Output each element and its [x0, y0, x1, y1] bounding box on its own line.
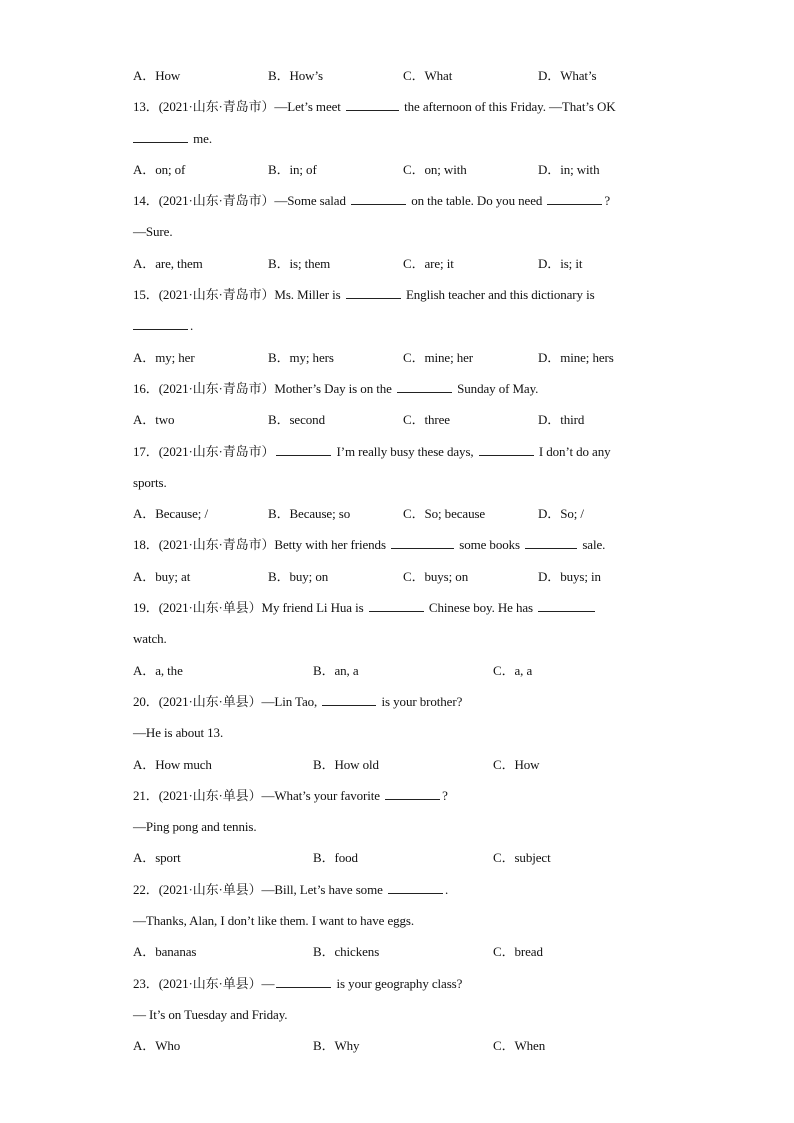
q15-text-3: . [190, 318, 194, 334]
q23-text-1: 23．(2021·山东·单县）— [133, 975, 275, 991]
q13-text-1: 13．(2021·山东·青岛市）—Let’s meet [133, 99, 341, 115]
q13-options [133, 154, 673, 185]
option-c: C．So; because [403, 506, 486, 522]
q19-text-2: Chinese boy. He has [428, 600, 534, 616]
q16-text-1: 16．(2021·山东·青岛市）Mother’s Day is on the [133, 380, 392, 396]
q17-stem [133, 436, 673, 467]
q13-text-3: me. [193, 130, 212, 146]
q18-options [133, 561, 673, 592]
q17-text-3: I don’t do any [538, 443, 611, 459]
q23-text-2: is your geography class? [336, 975, 463, 991]
q14-text-2: on the table. Do you need [411, 193, 543, 209]
option-a: A．Who [133, 1038, 181, 1054]
q23-options [133, 1030, 673, 1061]
option-c: C．bread [493, 944, 543, 960]
q23-stem [133, 968, 673, 999]
option-c: C．mine; her [403, 349, 474, 365]
option-a: A．on; of [133, 161, 186, 177]
option-d: D．What’s [538, 68, 597, 83]
option-a: A．How much [133, 756, 212, 772]
option-c: C．When [493, 1038, 546, 1054]
answer-blank [538, 601, 595, 612]
q14-stem [133, 185, 673, 216]
q18-text-3: sale. [582, 537, 606, 553]
option-b: B．How’s [268, 68, 323, 83]
answer-blank [369, 601, 424, 612]
q20-options [133, 749, 673, 780]
option-b: B．Why [313, 1038, 360, 1054]
q16-text-2: Sunday of May. [457, 380, 539, 396]
option-d: D．mine; hers [538, 349, 614, 365]
option-b: B．How old [313, 756, 379, 772]
option-c: C．are; it [403, 255, 454, 271]
option-a: A．a, the [133, 662, 183, 678]
option-c: C．on; with [403, 161, 467, 177]
q14-options [133, 248, 673, 279]
q16-stem [133, 373, 673, 404]
q22-stem [133, 874, 673, 905]
option-d: D．is; it [538, 255, 583, 271]
option-a: A．two [133, 412, 175, 428]
q17-text-2: I’m really busy these days, [336, 443, 474, 459]
answer-blank [479, 445, 534, 456]
q13-stem [133, 91, 673, 122]
q13-text-2: the afternoon of this Friday. —That’s OK [404, 99, 616, 115]
q15-text-1: 15．(2021·山东·青岛市）Ms. Miller is [133, 287, 341, 303]
option-c: C．What [403, 68, 453, 83]
answer-blank [391, 538, 454, 549]
answer-blank [547, 194, 602, 205]
worksheet-page [133, 60, 673, 1062]
q17-stem-cont: sports. [133, 474, 167, 490]
option-c: C．subject [493, 850, 551, 866]
option-b: B．in; of [268, 161, 317, 177]
answer-blank [322, 695, 376, 706]
q15-text-2: English teacher and this dictionary is [405, 287, 595, 303]
q15-stem-cont [133, 310, 673, 341]
q14-stem-cont: —Sure. [133, 224, 173, 240]
option-c: C．buys; on [403, 568, 469, 584]
q14-text-3: ? [604, 193, 611, 209]
q23-stem-cont: — It’s on Tuesday and Friday. [133, 1006, 288, 1022]
option-a: A．sport [133, 850, 181, 866]
q13-stem-cont [133, 123, 673, 154]
answer-blank [525, 538, 577, 549]
q19-stem [133, 592, 673, 623]
answer-blank [346, 288, 401, 299]
q15-stem [133, 279, 673, 310]
q22-stem-cont: —Thanks, Alan, I don’t like them. I want to have eggs. [133, 913, 415, 929]
option-d: D．buys; in [538, 568, 601, 584]
q18-text-2: some books [459, 537, 520, 553]
option-b: B．food [313, 850, 358, 866]
answer-blank [133, 319, 188, 330]
q21-stem [133, 780, 673, 811]
option-c: C．three [403, 412, 450, 428]
option-d: D．So; / [538, 506, 584, 522]
q12-options [133, 60, 673, 91]
option-a: A．bananas [133, 944, 197, 960]
answer-blank [133, 132, 188, 143]
q20-stem [133, 686, 673, 717]
answer-blank [388, 883, 443, 894]
q22-options [133, 936, 673, 967]
q16-options [133, 404, 673, 435]
option-b: B．chickens [313, 944, 380, 960]
option-b: B．Because; so [268, 506, 351, 522]
option-b: B．my; hers [268, 349, 334, 365]
q17-text-1: 17．(2021·山东·青岛市） [133, 443, 275, 459]
answer-blank [385, 789, 440, 800]
q17-options [133, 498, 673, 529]
option-d: D．third [538, 412, 585, 428]
answer-blank [351, 194, 406, 205]
q21-text-1: 21．(2021·山东·单县）—What’s your favorite [133, 787, 380, 803]
option-a: A．buy; at [133, 568, 191, 584]
option-a: A．How [133, 68, 181, 83]
option-d: D．in; with [538, 161, 600, 177]
q22-text-2: . [444, 881, 449, 897]
answer-blank [276, 977, 331, 988]
answer-blank [276, 445, 331, 456]
option-b: B．buy; on [268, 568, 329, 584]
q19-stem-cont: watch. [133, 631, 167, 647]
answer-blank [346, 100, 399, 111]
q21-text-2: ? [442, 787, 448, 803]
option-c: C．How [493, 756, 540, 772]
option-a: A．are, them [133, 255, 203, 271]
q19-options [133, 655, 673, 686]
q18-text-1: 18．(2021·山东·青岛市）Betty with her friends [133, 537, 386, 553]
option-c: C．a, a [493, 662, 533, 678]
q20-stem-cont: —He is about 13. [133, 725, 224, 741]
q14-text-1: 14．(2021·山东·青岛市）—Some salad [133, 193, 346, 209]
q22-text-1: 22．(2021·山东·单县）—Bill, Let’s have some [133, 881, 383, 897]
q15-options [133, 342, 673, 373]
option-b: B．second [268, 412, 325, 428]
option-a: A．my; her [133, 349, 195, 365]
q19-text-1: 19．(2021·山东·单县）My friend Li Hua is [133, 600, 364, 616]
option-a: A．Because; / [133, 506, 208, 522]
option-b: B．is; them [268, 255, 331, 271]
answer-blank [397, 382, 452, 393]
q20-text-2: is your brother? [381, 693, 463, 709]
option-b: B．an, a [313, 662, 359, 678]
q21-options [133, 842, 673, 873]
q18-stem [133, 529, 673, 560]
q20-text-1: 20．(2021·山东·单县）—Lin Tao, [133, 693, 318, 709]
q21-stem-cont: —Ping pong and tennis. [133, 819, 257, 835]
